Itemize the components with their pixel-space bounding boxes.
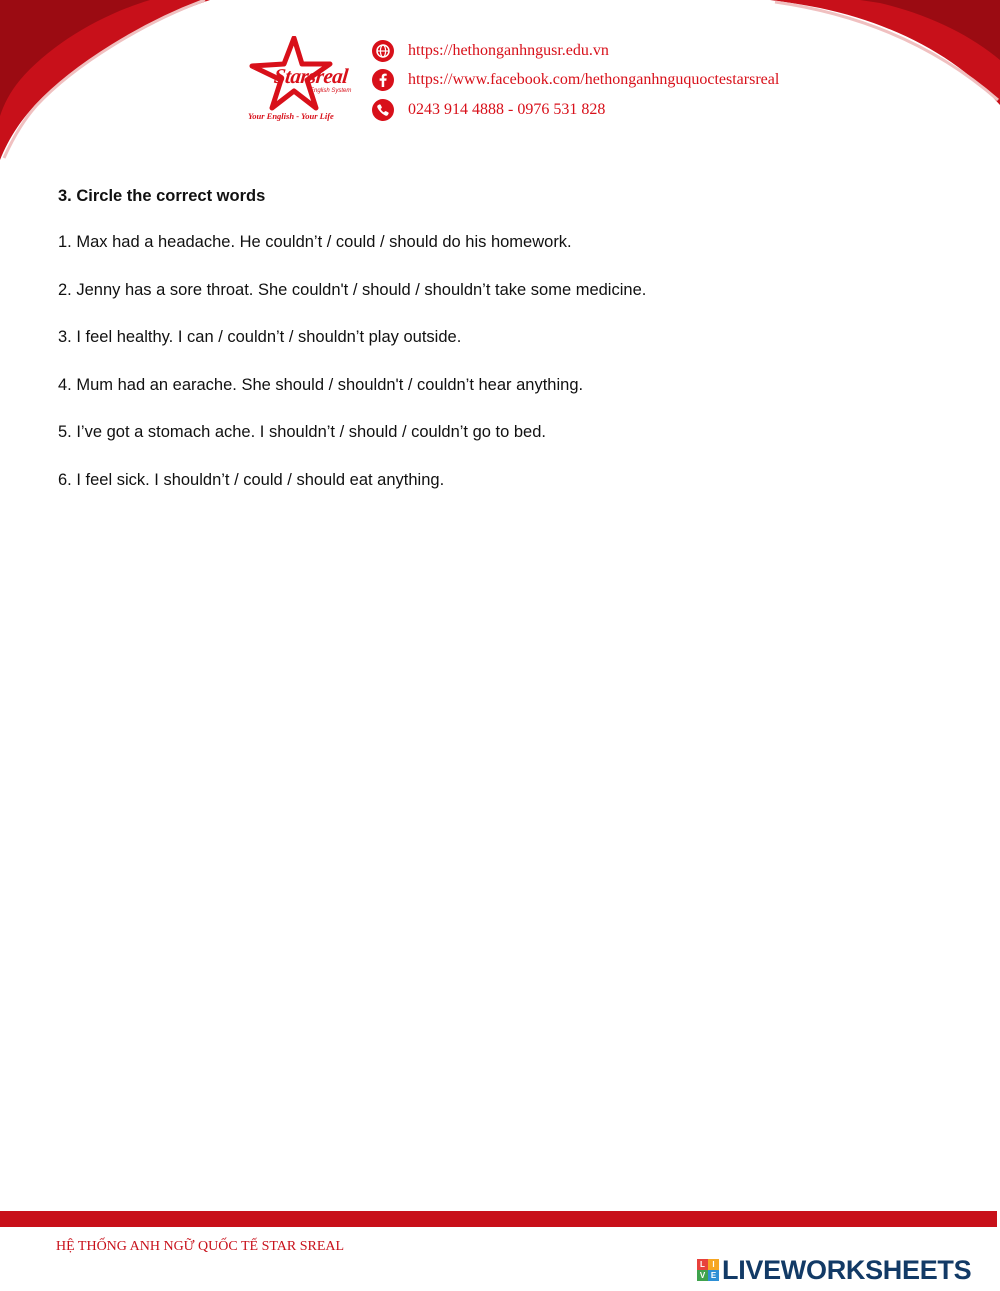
question-item: 2. Jenny has a sore throat. She couldn't / should / shouldn’t take some medicine. [58,280,647,299]
logo-sub-text: English System [310,88,352,94]
question-item: 1. Max had a headache. He couldn’t / could / should do his homework. [58,233,572,251]
logo-brand-text: Starsreal [272,64,350,88]
starsreal-logo [244,36,360,126]
footer-bar [0,1211,997,1227]
phone-icon [372,99,394,121]
lw-letter-i: I [708,1259,719,1270]
question-item: 4. Mum had an earache. She should / shouldn't / couldn’t hear anything. [58,375,584,394]
facebook-link[interactable]: https://www.facebook.com/hethonganhnguquoctestarsreal [408,71,780,89]
question-item: 6. I feel sick. I shouldn’t / could / should eat anything. [58,470,445,489]
globe-icon [372,40,394,62]
exercise-title: 3. Circle the correct words [58,187,266,205]
lw-letter-e: E [708,1270,719,1281]
footer-organization-name: HỆ THỐNG ANH NGỮ QUỐC TẾ STAR SREAL [56,1239,345,1254]
contact-facebook[interactable] [372,66,779,96]
lw-letter-v: V [697,1270,708,1281]
question-list [58,230,646,515]
contact-phone[interactable] [372,95,779,125]
lw-letter-l: L [697,1259,708,1270]
website-link[interactable]: https://hethonganhngusr.edu.vn [408,41,609,59]
logo-tagline: Your English - Your Life [248,111,334,121]
question-item: 5. I’ve got a stomach ache. I shouldn’t / should / couldn’t go to bed. [58,423,546,441]
liveworksheets-icon [697,1259,719,1281]
question-item: 3. I feel healthy. I can / couldn’t / shouldn’t play outside. [58,328,462,346]
exercise-section [58,184,958,489]
facebook-icon [372,69,394,91]
liveworksheets-brand-text: LIVEWORKSHEETS [722,1254,972,1285]
phone-numbers[interactable]: 0243 914 4888 - 0976 531 828 [408,100,606,118]
contact-website[interactable] [372,36,779,66]
liveworksheets-logo[interactable] [697,1255,971,1285]
contact-list [372,36,779,125]
